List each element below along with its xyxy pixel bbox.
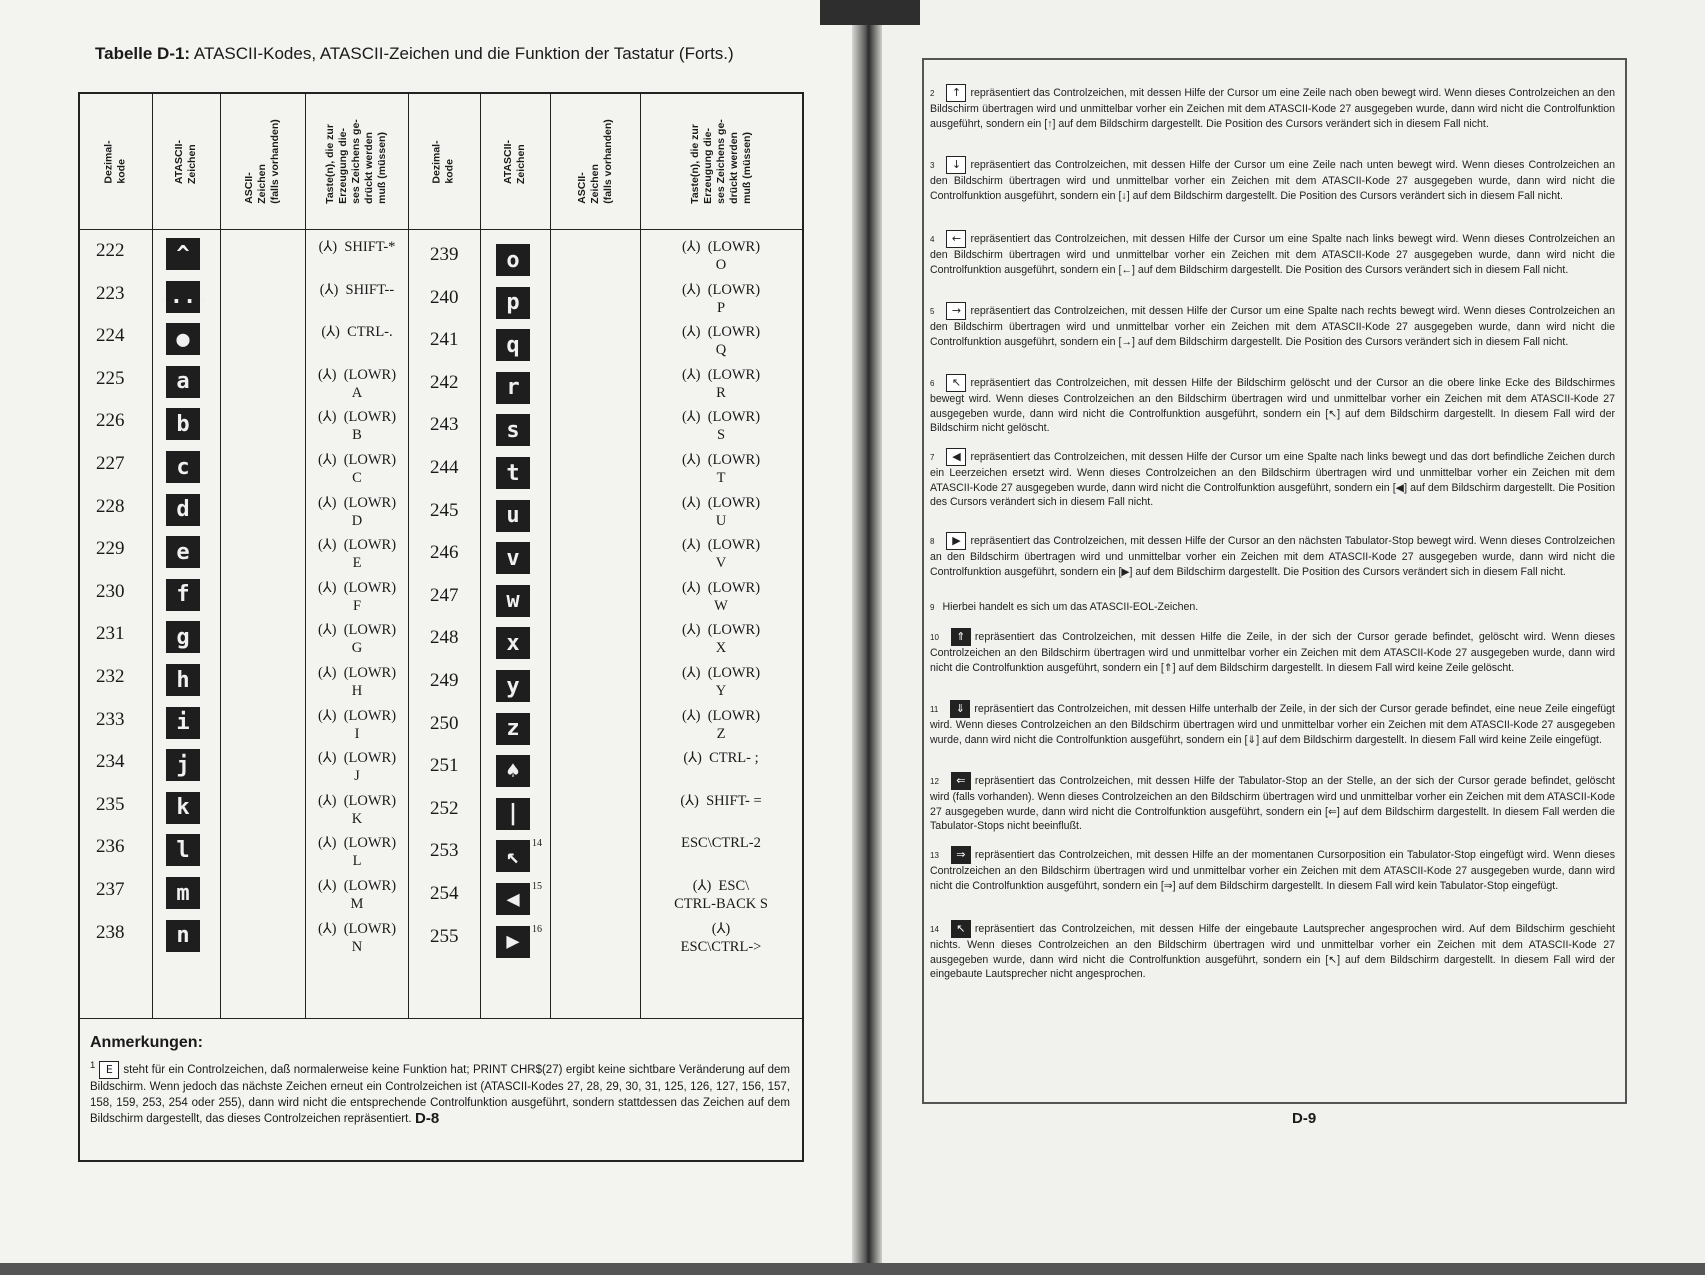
atascii-glyph: i (166, 707, 200, 739)
atascii-glyph: a (166, 366, 200, 398)
footnote-text: repräsentiert das Controlzeichen, mit dessen Hilfe der Cursor um eine Spalte nach links bewegt und das dort befindliche Zeichen durch ein Leerzeichen ersetzt wird. Wenn dieses Controlzeichen an den Bildschirm übertragen wird und unmittelbar vorher ein Zeichen mit dem ATASCII-Kode 27 ausgegeben wurde, dann wird nicht die Controlfunktion ausgeführt, sondern ein [◀] auf dem Bildschirm dargestellt. Die Position des Cursors verändert sich in diesem Fall nicht. (930, 450, 1615, 509)
column-header-label: ATASCII- Zeichen (172, 139, 198, 184)
key-combination: (⅄) (LOWR) H (317, 665, 397, 699)
atascii-glyph: g (166, 621, 200, 653)
key-combination: (⅄) (LOWR) Q (681, 324, 761, 359)
footnote-13 (930, 846, 1615, 893)
escape-icon: E (99, 1061, 119, 1079)
atascii-glyph: ● (166, 323, 200, 355)
key-combination: (⅄) (LOWR) W (681, 579, 761, 614)
key-combination: (⅄) (LOWR) B (317, 409, 397, 444)
footnote-number: 5 (930, 306, 935, 316)
key-combination: (⅄) (LOWR) S (681, 409, 761, 444)
footnote-6 (930, 374, 1615, 436)
column-header (152, 94, 220, 229)
key-combination: (⅄) (LOWR) R (681, 366, 761, 401)
atascii-glyph: u (496, 500, 530, 532)
column-header (408, 94, 480, 229)
decimal-code: 229 (96, 538, 125, 560)
control-char-icon: ⇐ (951, 772, 971, 790)
decimal-code: 235 (96, 793, 125, 815)
footnote-text: repräsentiert das Controlzeichen, mit dessen Hilfe der Cursor um eine Spalte nach links bewegt wird. Wenn dieses Controlzeichen an den Bildschirm übertragen wird und unmittelbar vorher ein Zeichen mit dem ATASCII-Kode 27 ausgegeben wurde, dann wird nicht die Controlfunktion ausgeführt, sondern ein [←] auf dem Bildschirm dargestellt. Die Position des Cursors verändert sich in diesem Fall nicht. (930, 232, 1615, 276)
atascii-glyph: d (166, 494, 200, 526)
decimal-code: 240 (430, 286, 459, 308)
decimal-code: 249 (430, 670, 459, 691)
decimal-code: 232 (96, 666, 125, 687)
control-char-icon: ▶ (946, 532, 966, 550)
control-char-icon: ↖ (951, 920, 971, 938)
decimal-code: 228 (96, 495, 125, 517)
footnote-8 (930, 532, 1615, 579)
decimal-code: 226 (96, 410, 125, 432)
column-divider (152, 94, 153, 1019)
key-combination: (⅄) (LOWR) C (317, 452, 397, 486)
column-header (550, 94, 640, 229)
column-divider (220, 94, 221, 1019)
decimal-code: 254 (430, 883, 459, 904)
footnote-number: 10 (930, 632, 939, 642)
key-combination: (⅄) (LOWR) K (317, 792, 397, 827)
footnote-number: 7 (930, 452, 935, 462)
atascii-glyph: o (496, 244, 530, 276)
key-combination: (⅄) (LOWR) F (317, 579, 397, 614)
atascii-glyph: b (166, 408, 200, 440)
footnotes-frame (922, 58, 1627, 1104)
footnote-5 (930, 302, 1615, 349)
footnote-text: repräsentiert das Controlzeichen, mit dessen Hilfe der Bildschirm gelöscht und der Cursor an die obere linke Ecke des Bildschirmes bewegt wird. Wenn dieses Controlzeichen an den Bildschirm übertragen wird und unmittelbar vorher ein Zeichen mit dem ATASCII-Kode 27 ausgegeben wurde, dann wird nicht die Controlfunktion ausgeführt, sondern ein [↖] auf dem Bildschirm dargestellt. In diesem Fall wird der Bildschirm nicht gelöscht. (930, 376, 1615, 435)
decimal-code: 225 (96, 367, 125, 389)
column-divider (550, 94, 551, 1019)
ascii-table (78, 92, 804, 1162)
decimal-code: 242 (430, 371, 459, 393)
atascii-glyph: l (166, 834, 200, 866)
atascii-glyph: s (496, 414, 530, 446)
footnote-text: repräsentiert das Controlzeichen, mit dessen Hilfe die Zeile, in der sich der Cursor gerade befindet, gelöscht wird. Wenn dieses Controlzeichen an den Bildschirm übertragen wird und unmittelbar vorher ein Zeichen mit dem ATASCII-Kode 27 ausgegeben wurde, dann wird nicht die Controlfunktion ausgeführt, sondern ein [⇑] auf dem Bildschirm dargestellt. In diesem Fall wird keine Zeile gelöscht. (930, 630, 1615, 674)
footnote-number: 2 (930, 88, 935, 98)
footnote-number: 11 (930, 704, 939, 714)
atascii-glyph: c (166, 451, 200, 483)
key-combination: (⅄) (LOWR) T (681, 452, 761, 486)
decimal-code: 227 (96, 453, 125, 474)
footnote-text: repräsentiert das Controlzeichen, mit dessen Hilfe der Cursor um eine Spalte nach rechts bewegt wird. Wenn dieses Controlzeichen an den Bildschirm übertragen wird und unmittelbar vorher ein Zeichen mit dem ATASCII-Kode 27 ausgegeben wurde, dann wird nicht die Controlfunktion ausgeführt, sondern ein [→] auf dem Bildschirm dargestellt. Die Position des Cursors verändert sich in diesem Fall nicht. (930, 304, 1615, 348)
header-divider (80, 229, 802, 230)
decimal-code: 233 (96, 708, 125, 730)
footnote-marker: 15 (532, 881, 542, 892)
decimal-code: 234 (96, 751, 125, 773)
key-combination: (⅄) (LOWR) N (317, 920, 397, 955)
atascii-glyph: m (166, 877, 200, 909)
key-combination: (⅄) SHIFT-- (319, 281, 395, 298)
decimal-code: 230 (96, 580, 125, 602)
footnote-number: 8 (930, 536, 935, 546)
column-divider (408, 94, 409, 1019)
footnote-text: repräsentiert das Controlzeichen, mit dessen Hilfe der Cursor um eine Zeile nach oben bewegt wird. Wenn dieses Controlzeichen an den Bildschirm übertragen wird und unmittelbar vorher ein Zeichen mit dem ATASCII-Kode 27 ausgegeben wurde, dann wird nicht die Controlfunktion ausgeführt, sondern ein [↑] auf dem Bildschirm dargestellt. Die Position des Cursors verändert sich in diesem Fall nicht. (930, 86, 1615, 130)
footnote-number: 13 (930, 850, 939, 860)
atascii-glyph: j (166, 749, 200, 781)
atascii-glyph: x (496, 627, 530, 659)
footnote-text: repräsentiert das Controlzeichen, mit dessen Hilfe der Cursor um eine Zeile nach unten bewegt wird. Wenn dieses Controlzeichen an den Bildschirm übertragen wird und unmittelbar vorher ein Zeichen mit dem ATASCII-Kode 27 ausgegeben wurde, dann wird nicht die Controlfunktion ausgeführt, sondern ein [↓] auf dem Bildschirm dargestellt. Die Position des Cursors verändert sich in diesem Fall nicht. (930, 158, 1615, 202)
footnote-number: 3 (930, 160, 935, 170)
atascii-glyph: h (166, 664, 200, 696)
footnote-12 (930, 772, 1615, 834)
footnote-text: repräsentiert das Controlzeichen, mit dessen Hilfe unterhalb der Zeile, in der sich der Cursor gerade befindet, eine neue Zeile eingefügt wird. Wenn dieses Controlzeichen an den Bildschirm übertragen wird und unmittelbar vorher ein Zeichen mit dem ATASCII-Kode 27 ausgegeben wurde, dann wird nicht die Controlfunktion ausgeführt, sondern ein [⇓] auf dem Bildschirm dargestellt. In diesem Fall wird keine Zeile eingefügt. (930, 702, 1615, 746)
key-combination: (⅄) (LOWR) V (681, 537, 761, 572)
decimal-code: 248 (430, 627, 459, 649)
key-combination: (⅄) (LOWR) M (317, 878, 397, 912)
right-page (872, 0, 1705, 1275)
column-header (220, 94, 305, 229)
atascii-glyph: ^ (166, 238, 200, 270)
atascii-glyph: w (496, 585, 530, 617)
column-header-label: Taste(n), die zur Erzeugung die- ses Zeichens ge- drückt werden muß (müssen) (688, 119, 753, 204)
footnote-number: 4 (930, 234, 935, 244)
decimal-code: 241 (430, 329, 459, 351)
column-header-label: ASCII- Zeichen (falls vorhanden) (575, 119, 614, 204)
column-header (80, 94, 152, 229)
key-combination: (⅄) (LOWR) E (317, 537, 397, 572)
footnote-4 (930, 230, 1615, 277)
key-combination: (⅄) (LOWR) O (681, 239, 761, 273)
decimal-code: 253 (430, 840, 459, 862)
atascii-glyph: ↖ (496, 840, 530, 872)
key-combination: (⅄) ESC\CTRL-> (680, 920, 762, 955)
key-combination: (⅄) ESC\ CTRL-BACK S (674, 878, 768, 912)
footnote-14 (930, 920, 1615, 982)
key-combination: (⅄) CTRL- ; (683, 750, 759, 767)
footnote-text: repräsentiert das Controlzeichen, mit dessen Hilfe der Cursor an den nächsten Tabulator-Stop bewegt wird. Wenn dieses Controlzeichen an den Bildschirm übertragen wird und unmittelbar vorher ein Zeichen mit dem ATASCII-Kode 27 ausgegeben wurde, dann wird nicht die Controlfunktion ausgeführt, sondern ein [▶] auf dem Bildschirm dargestellt. Die Position des Cursors verändert sich in diesem Fall nicht. (930, 534, 1615, 578)
decimal-code: 255 (430, 925, 459, 947)
control-char-icon: ← (946, 230, 966, 248)
column-header (305, 94, 408, 229)
decimal-code: 223 (96, 282, 125, 304)
key-combination: (⅄) (LOWR) J (317, 750, 397, 785)
atascii-glyph: y (496, 670, 530, 702)
control-char-icon: ⇑ (951, 628, 971, 646)
footnote-text: repräsentiert das Controlzeichen, mit dessen Hilfe der Tabulator-Stop an der Stelle, an der sich der Cursor gerade befindet, gelöscht wird (falls vorhanden). Wenn dieses Controlzeichen an den Bildschirm übertragen wird und unmittelbar vorher ein Zeichen mit dem ATASCII-Kode 27 ausgegeben wurde, dann wird nicht die Controlfunktion ausgeführt, sondern ein [⇐] auf dem Bildschirm dargestellt. In diesem Fall werden die Tabulator-Stops nicht beeinflußt. (930, 774, 1615, 833)
column-divider (480, 94, 481, 1019)
page-number-left: D-8 (415, 1110, 440, 1127)
table-grid (80, 94, 802, 1019)
atascii-glyph: q (496, 329, 530, 361)
atascii-glyph: v (496, 542, 530, 574)
decimal-code: 246 (430, 542, 459, 564)
column-header (480, 94, 550, 229)
table-bottom-divider (80, 1018, 802, 1019)
top-shadow (820, 0, 920, 25)
footnote-7 (930, 448, 1615, 510)
footnote-number: 12 (930, 776, 939, 786)
footnote-marker: 14 (532, 838, 542, 850)
atascii-glyph: p (496, 287, 530, 319)
key-combination: (⅄) (LOWR) L (317, 835, 397, 870)
notes-section (90, 1034, 790, 1127)
key-combination: (⅄) (LOWR) A (317, 366, 397, 401)
decimal-code: 244 (430, 457, 459, 478)
page-number-right: D-9 (1292, 1110, 1317, 1127)
decimal-code: 250 (430, 712, 459, 734)
footnote-text: repräsentiert das Controlzeichen, mit dessen Hilfe der eingebaute Lautsprecher angesprochen wird. Auf dem Bildschirm geschieht nichts. Wenn dieses Controlzeichen an den Bildschirm übertragen wird und unmittelbar vorher ein Zeichen mit dem ATASCII-Kode 27 ausgegeben wurde, dann wird nicht die Controlfunktion ausgeführt, sondern ein [↖] auf dem Bildschirm dargestellt. In diesem Fall wird der eingebaute Lautsprecher nicht angesprochen. (930, 922, 1615, 981)
key-combination: (⅄) (LOWR) Y (681, 665, 761, 699)
footnote-number: 9 (930, 603, 935, 612)
column-header (640, 94, 802, 229)
atascii-glyph: f (166, 579, 200, 611)
atascii-glyph: ▶ (496, 926, 530, 958)
key-combination: (⅄) (LOWR) Z (681, 707, 761, 742)
atascii-glyph: t (496, 457, 530, 489)
decimal-code: 243 (430, 414, 459, 436)
key-combination: (⅄) (LOWR) I (317, 707, 397, 742)
decimal-code: 237 (96, 879, 125, 900)
key-combination: (⅄) SHIFT- = (680, 792, 762, 809)
decimal-code: 224 (96, 325, 125, 347)
decimal-code: 222 (96, 240, 125, 261)
control-char-icon: ↑ (946, 84, 966, 102)
control-char-icon: ↓ (946, 156, 966, 174)
table-title: Tabelle D-1: ATASCII-Kodes, ATASCII-Zeichen und die Funktion der Tastatur (Forts.) (95, 44, 734, 63)
footnote-text: repräsentiert das Controlzeichen, mit dessen Hilfe an der momentanen Cursorposition ein Tabulator-Stop eingefügt wird. Wenn dieses Controlzeichen an den Bildschirm übertragen wird und unmittelbar vorher ein Zeichen mit dem ATASCII-Kode 27 ausgegeben wurde, dann wird nicht die Controlfunktion ausgeführt, sondern ein [⇒] auf dem Bildschirm dargestellt. In diesem Fall wird kein Tabulator-Stop eingefügt. (930, 848, 1615, 892)
decimal-code: 231 (96, 623, 125, 645)
footnote-9 (930, 600, 1615, 616)
notes-title: Anmerkungen: (90, 1034, 203, 1051)
decimal-code: 239 (430, 244, 459, 265)
footnote-10 (930, 628, 1615, 675)
control-char-icon: ↖ (946, 374, 966, 392)
book-gutter (852, 0, 882, 1275)
decimal-code: 236 (96, 836, 125, 858)
key-combination: (⅄) (LOWR) P (681, 281, 761, 316)
decimal-code: 238 (96, 921, 125, 943)
column-header-label: Dezimal- kode (103, 139, 128, 184)
key-combination: (⅄) (LOWR) D (317, 494, 397, 529)
footnote-marker: 16 (532, 923, 542, 935)
decimal-code: 245 (430, 499, 459, 521)
decimal-code: 251 (430, 755, 459, 777)
footnote-3 (930, 156, 1615, 203)
column-header-label: ATASCII- Zeichen (501, 139, 527, 184)
atascii-glyph: n (166, 920, 200, 952)
atascii-glyph: z (496, 713, 530, 745)
footnote-text: Hierbei handelt es sich um das ATASCII-EOL-Zeichen. (942, 601, 1199, 613)
atascii-glyph: r (496, 372, 530, 404)
bottom-edge (0, 1263, 1705, 1275)
key-combination: (⅄) SHIFT-* (318, 239, 396, 255)
control-char-icon: ⇓ (950, 700, 970, 718)
control-char-icon: → (946, 302, 966, 320)
key-combination: (⅄) (LOWR) X (681, 622, 761, 657)
atascii-glyph: .... (166, 281, 200, 313)
note-1: $^1$ E steht für ein Controlzeichen, daß normalerweise keine Funktion hat; PRINT CHR$(27) ergibt keine sichtbare Veränderung auf dem Bildschirm. Wenn jedoch das nächste Zeichen erneut ein Controlzeichen ist (ATASCII-Kodes 27, 28, 29, 30, 31, 125, 126, 127, 156, 157, 158, 159, 253, 254 oder 255), dann wird nicht die entsprechende Controlfunktion ausgeführt, sondern stattdessen das Zeichen auf dem Bildschirm dargestellt, das dieses Controlzeichen repräsentiert. (90, 1060, 790, 1125)
column-header-label: ASCII- Zeichen (falls vorhanden) (242, 119, 281, 204)
key-combination: (⅄) (LOWR) U (681, 494, 761, 529)
control-char-icon: ⇒ (951, 846, 971, 864)
atascii-glyph: | (496, 798, 530, 830)
decimal-code: 247 (430, 584, 459, 606)
atascii-glyph: e (166, 536, 200, 568)
atascii-glyph: k (166, 792, 200, 824)
footnote-11 (930, 700, 1615, 747)
key-combination: (⅄) (LOWR) G (317, 622, 397, 657)
footnote-number: 6 (930, 378, 935, 388)
key-combination: (⅄) CTRL-. (321, 324, 393, 341)
atascii-glyph: ♠ (496, 755, 530, 787)
control-char-icon: ◀ (946, 448, 966, 466)
decimal-code: 252 (430, 797, 459, 819)
atascii-glyph: ◀ (496, 883, 530, 915)
column-header-label: Dezimal- kode (431, 139, 456, 184)
footnote-number: 14 (930, 924, 939, 934)
key-combination: ESC\CTRL-2 (681, 835, 761, 852)
column-header-label: Taste(n), die zur Erzeugung die- ses Zeichens ge- drückt werden muß (müssen) (324, 119, 388, 204)
footnote-2 (930, 84, 1615, 131)
